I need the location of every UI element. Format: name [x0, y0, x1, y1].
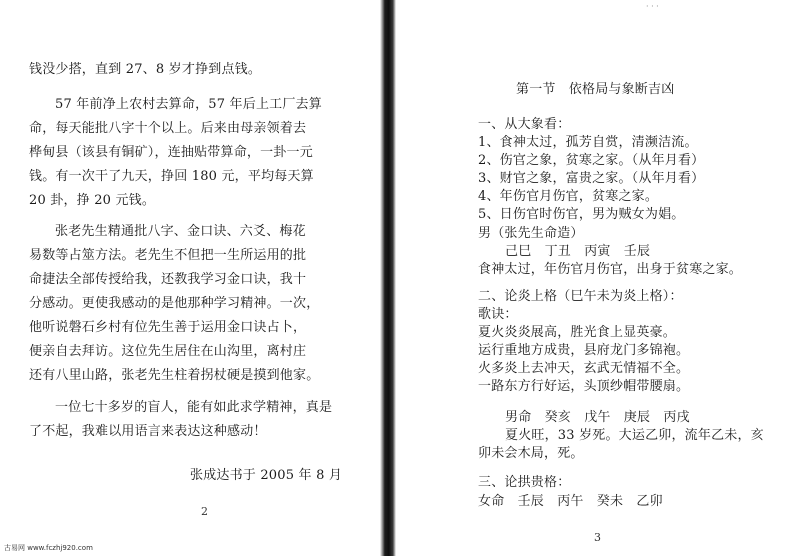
left-line-15: 了不起，我难以用语言来表达这种感动！: [29, 424, 267, 439]
right-line-10: 二、论炎上格（巳午未为炎上格）：: [478, 289, 683, 304]
left-page: [0, 0, 380, 556]
left-line-6: 20 卦，挣 20 元钱。: [29, 193, 156, 208]
right-line-1: 一、从大象看：: [478, 117, 571, 132]
left-line-5: 钱。有一次干了九天，挣回 180 元，平均每天算: [29, 169, 314, 184]
right-line-12: 夏火炎炎展高，胜光食上显英豪。: [478, 325, 677, 340]
left-line-13: 还有八里山路，张老先生柱着拐杖硬是摸到他家。: [29, 368, 320, 383]
left-line-10: 分感动。更使我感动的是他那种学习精神。一次，: [29, 296, 320, 311]
right-line-4: 3、财官之象，富贵之家。（从年月看）: [478, 171, 705, 186]
left-page-number: 2: [201, 505, 208, 518]
right-line-14: 火多炎上去冲天，玄武无情福不全。: [478, 361, 690, 376]
right-line-13: 运行重地方成贵，县府龙门多锦袍。: [478, 343, 690, 358]
right-line-5: 4、年伤官月伤官，贫寒之家。: [478, 189, 659, 204]
book-gutter: [380, 0, 396, 556]
signature: 张成达书于 2005 年 8 月: [190, 468, 343, 483]
right-line-6: 5、日伤官时伤官，男为贼女为娼。: [478, 207, 685, 222]
right-line-18: 卯未会木局，死。: [478, 446, 584, 461]
right-line-7: 男（张先生命造）: [478, 226, 584, 241]
top-marks: · · ·: [646, 2, 659, 11]
left-line-7: 张老先生精通批八字、金口诀、六爻、梅花: [55, 224, 306, 239]
left-line-1: 钱没少搭，直到 27、8 岁才挣到点钱。: [29, 62, 262, 77]
right-line-19: 三、论拱贵格：: [478, 475, 571, 490]
right-line-20: 女命 壬辰 丙午 癸未 乙卯: [478, 494, 663, 509]
right-line-3: 2、伤官之象，贫寒之家。（从年月看）: [478, 153, 705, 168]
left-line-8: 易数等占筮方法。老先生不但把一生所运用的批: [29, 248, 307, 263]
right-line-2: 1、食神太过，孤芳自赏，清濒洁流。: [478, 135, 698, 150]
right-page: [396, 0, 793, 556]
right-page-number: 3: [594, 531, 601, 544]
section-title: 第一节 依格局与象断吉凶: [516, 82, 675, 97]
right-line-17: 夏火旺，33 岁死。大运乙卯，流年乙未，亥: [505, 428, 764, 443]
right-line-8: 己巳 丁丑 丙寅 壬辰: [505, 244, 651, 259]
left-line-9: 命捷法全部传授给我，还教我学习金口诀，我十: [29, 272, 307, 287]
right-line-9: 食神太过，年伤官月伤官，出身于贫寒之家。: [478, 262, 743, 277]
left-line-12: 便亲自去拜访。这位先生居住在山沟里，离村庄: [29, 344, 307, 359]
left-line-4: 桦甸县（该县有铜矿），连抽贴带算命，一卦一元: [29, 145, 313, 160]
site-watermark-label: 古易网 www.fczhj920.com: [4, 544, 93, 552]
left-line-3: 命，每天能批八字十个以上。后来由母亲领着去: [29, 121, 307, 136]
left-line-2: 57 年前净上农村去算命，57 年后上工厂去算: [55, 97, 322, 112]
left-line-14: 一位七十多岁的盲人，能有如此求学精神，真是: [55, 400, 333, 415]
right-line-15: 一路东方行好运，头顶纱帽带腰扇。: [478, 379, 690, 394]
right-line-16: 男命 癸亥 戊午 庚辰 丙戌: [505, 410, 690, 425]
left-line-11: 他听说磐石乡村有位先生善于运用金口诀占卜，: [29, 320, 307, 335]
right-line-11: 歌诀：: [478, 307, 518, 322]
